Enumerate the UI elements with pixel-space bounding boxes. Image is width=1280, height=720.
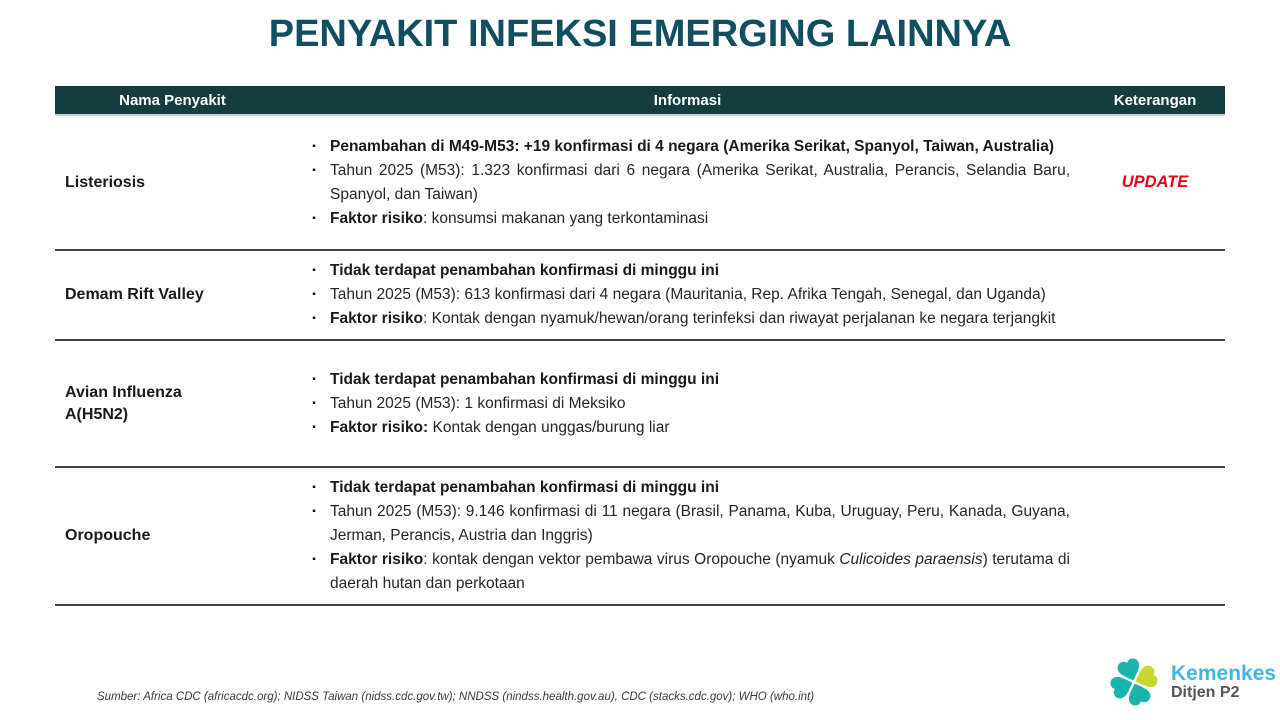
info-bullet	[298, 368, 1070, 392]
square-bullet-icon: ▪	[312, 482, 316, 493]
keterangan-cell	[1085, 468, 1225, 604]
info-bullet	[298, 207, 1070, 231]
info-bullet	[298, 135, 1070, 159]
bullet-text: Tahun 2025 (M53): 9.146 konfirmasi di 11 negara (Brasil, Panama, Kuba, Uruguay, Peru, Kanada, Guyana, Jerman, Perancis, Austria dan Inggris)	[330, 503, 1070, 544]
table-row-oropouche	[55, 466, 1225, 606]
square-bullet-icon: ▪	[312, 164, 316, 176]
header-cell-keterangan: Keterangan	[1113, 91, 1197, 109]
bullet-text: Faktor risiko: Kontak dengan nyamuk/hewan/orang terinfeksi dan riwayat perjalanan ke negara terjangkit	[330, 310, 1056, 327]
bullet-text: Faktor risiko: konsumsi makanan yang terkontaminasi	[330, 209, 709, 227]
kemenkes-logo	[1105, 653, 1276, 711]
info-list	[290, 251, 1085, 339]
square-bullet-icon: ▪	[312, 313, 316, 324]
bullet-text: Faktor risiko: Kontak dengan unggas/burung liar	[330, 418, 670, 436]
square-bullet-icon: ▪	[312, 140, 316, 152]
square-bullet-icon: ▪	[312, 212, 316, 224]
bullet-text: Tidak terdapat penambahan konfirmasi di minggu ini	[330, 479, 719, 496]
info-bullet	[298, 307, 1070, 331]
bullet-text: Faktor risiko: kontak dengan vektor pembawa virus Oropouche (nyamuk Culicoides paraensis) terutama di daerah hutan dan perkotaan	[330, 551, 1071, 592]
kemenkes-heart-clover-icon	[1105, 653, 1163, 711]
square-bullet-icon: ▪	[312, 506, 316, 517]
keterangan-cell	[1085, 251, 1225, 339]
info-bullet	[298, 392, 1070, 416]
bullet-text: Tahun 2025 (M53): 1.323 konfirmasi dari 6 negara (Amerika Serikat, Australia, Perancis, Selandia Baru, Spanyol, dan Taiwan)	[330, 161, 1070, 203]
source-note: Sumber: Africa CDC (africacdc.org); NIDSS Taiwan (nidss.cdc.gov.tw); NNDSS (nindss.health.gov.au), CDC (stacks.cdc.gov); WHO (who.int)	[97, 691, 815, 703]
info-bullet	[298, 159, 1070, 207]
info-bullet	[298, 548, 1070, 596]
info-bullet	[298, 416, 1070, 440]
bullet-text: Tahun 2025 (M53): 613 konfirmasi dari 4 negara (Mauritania, Rep. Afrika Tengah, Senegal, dan Uganda)	[330, 286, 1046, 303]
disease-name: Listeriosis	[65, 173, 146, 191]
bullet-text: Tahun 2025 (M53): 1 konfirmasi di Meksiko	[330, 394, 626, 412]
info-list	[290, 116, 1085, 249]
info-bullet	[298, 259, 1070, 283]
square-bullet-icon: ▪	[312, 289, 316, 300]
brand-name: Kemenkes	[1171, 661, 1277, 685]
square-bullet-icon: ▪	[312, 554, 316, 565]
square-bullet-icon: ▪	[312, 265, 316, 276]
info-bullet	[298, 500, 1070, 548]
bullet-text: Tidak terdapat penambahan konfirmasi di minggu ini	[330, 262, 719, 279]
table-row-demam-rift-valley	[55, 249, 1225, 339]
disease-name: Avian Influenza A(H5N2)	[65, 383, 182, 423]
logo-text	[1171, 663, 1276, 702]
square-bullet-icon: ▪	[312, 421, 316, 433]
header-cell-informasi: Informasi	[653, 91, 722, 109]
table-header	[55, 86, 1225, 116]
bullet-text: Penambahan di M49-M53: +19 konfirmasi di 4 negara (Amerika Serikat, Spanyol, Taiwan, Australia)	[330, 137, 1055, 155]
info-bullet	[298, 283, 1070, 307]
bullet-text: Tidak terdapat penambahan konfirmasi di minggu ini	[330, 370, 719, 388]
header-cell-nama-penyakit: Nama Penyakit	[119, 91, 226, 109]
disease-name: Demam Rift Valley	[65, 286, 204, 303]
page-title: PENYAKIT INFEKSI EMERGING LAINNYA	[268, 13, 1012, 55]
info-bullet	[298, 476, 1070, 500]
disease-name: Oropouche	[65, 527, 151, 544]
unit-name: Ditjen P2	[1171, 683, 1240, 701]
table-row-avian-influenza	[55, 339, 1225, 466]
update-badge: UPDATE	[1121, 173, 1189, 191]
keterangan-cell	[1085, 341, 1225, 466]
info-list	[290, 468, 1085, 604]
info-list	[290, 341, 1085, 466]
disease-table	[55, 86, 1225, 606]
square-bullet-icon: ▪	[312, 397, 316, 409]
square-bullet-icon: ▪	[312, 373, 316, 385]
table-row-listeriosis	[55, 116, 1225, 249]
